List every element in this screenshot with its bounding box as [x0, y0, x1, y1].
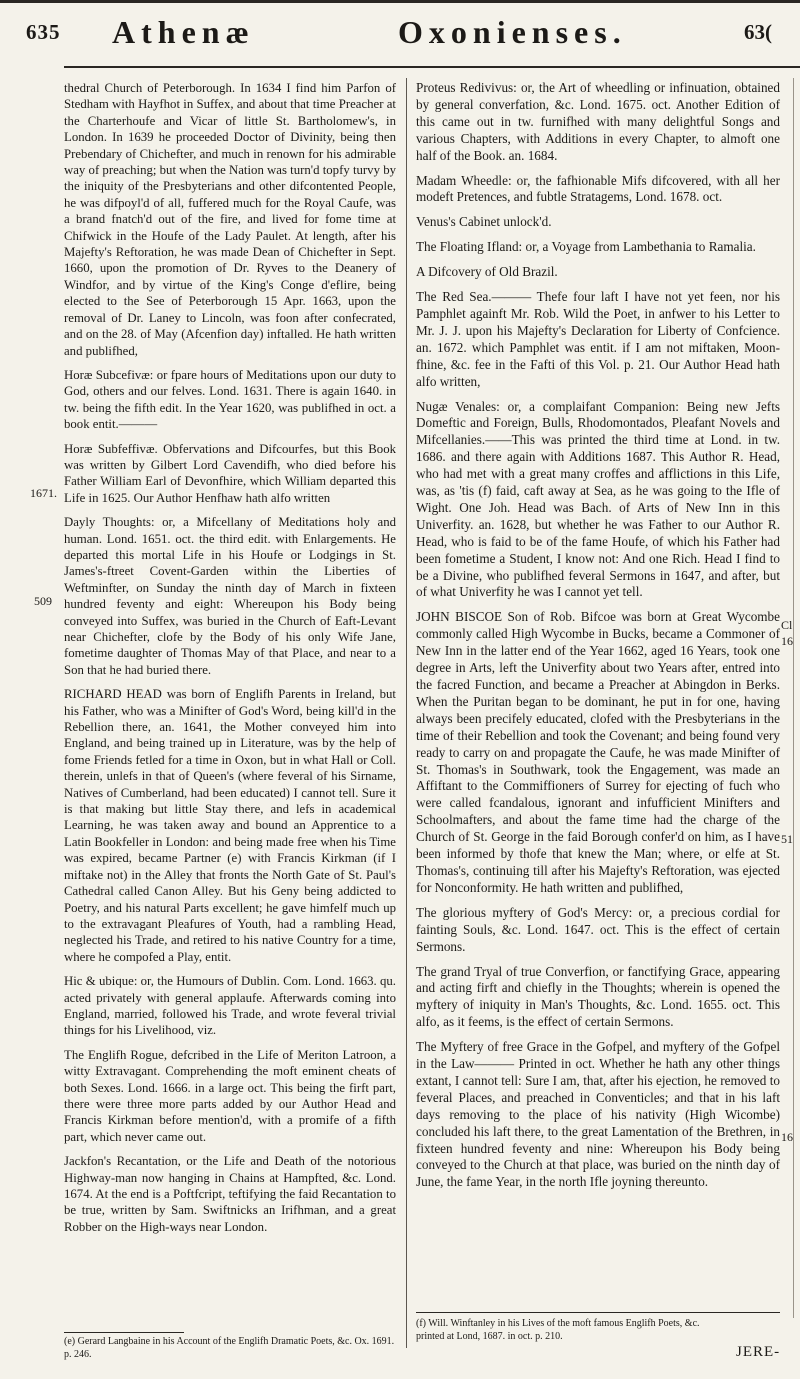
- left-column: [64, 80, 396, 1243]
- entry-floating-island: The Floating Ifland: or, a Voyage from Lambethania to Ramalia.: [416, 239, 756, 255]
- paragraph-richard-head: RICHARD HEAD was born of Englifh Parents in Ireland, but his Father, who was a Minifter of God's Word, being kill'd in the Rebellion there, an. 1641, the Mother conveyed him into England, and being trained up in Literature, was by the help of fome Friends fetled for a time in Oxon, but in what Hall or Coll. therein, unlefs in that of Queen's (where feveral of his Sirname, Natives of Cumberland, had been educated) I cannot tell. Sure it is that making but little Stay there, and lefs in academical Learning, he was taken away and bound an Apprentice to a Latin Bookfeller in London: and being made free when his Time was expired, became Partner (e) with Francis Kirkman (if I miftake not) in the Alley that fronts the North Gate of St. Paul's Cathedral called Canon Alley. But his Geny being addicted to Poetry, and his natural Parts excellent; he gave himfelf much up to the extravagant Pleafures of Youth, had a rambling Head, neglected his Trade, and retired to his native Country for a time, where he compofed a Play, entit.: [64, 687, 396, 964]
- margin-note-year: 1671.: [30, 486, 57, 500]
- entry-venus-cabinet: Venus's Cabinet unlock'd.: [416, 214, 552, 230]
- footnote-rule-left: [64, 1332, 184, 1333]
- entry-glorious-mystery: The glorious myftery of God's Mercy: or, a precious cordial for fainting Souls, &c. Lond. 1647. oct. This is the effect of certain Sermons.: [416, 904, 780, 954]
- footnote-rule-right: [416, 1312, 780, 1313]
- entry-proteus-redivivus: Proteus Redivivus: or, the Art of wheedling or infinuation, obtained by general converfation, &c. Lond. 1675. oct. Another Edition of this came out in tw. furnifhed with many delightful Songs and various Chapters, with Additions in every Chapter, to almoft one half of the Book. an. 1684.: [416, 80, 780, 163]
- right-column: [416, 80, 780, 1199]
- margin-note-right-cl: Cl: [781, 618, 793, 632]
- footnote-left: (e) Gerard Langbaine in his Account of the Englifh Dramatic Poets, &c. Ox. 1691. p. 246.: [64, 1336, 395, 1360]
- margin-note-number: 509: [34, 594, 52, 608]
- header-rule: [64, 66, 800, 68]
- entry-madam-wheedle: Madam Wheedle: or, the fafhionable Mifs difcovered, with all her modeft Pretences, and fubtle Stratagems, Lond. 1678. oct.: [416, 172, 780, 205]
- running-title-left: Athenæ: [112, 14, 255, 50]
- entry-horae-subcesivae: Horæ Subcefivæ: or fpare hours of Meditations upon our duty to God, others and our felves. Lond. 1631. There is again 1640. in tw. being the fifth edit. In the Year 1620, was publifhed in oct. a book entit.———: [64, 367, 396, 432]
- page-number-right: 63(: [744, 20, 772, 44]
- margin-note-right-51: 51: [781, 832, 793, 846]
- entry-hic-et-ubique: Hic & ubique: or, the Humours of Dublin. Com. Lond. 1663. qu. acted privately with general applaufe. Afterwards coming into England, married, followed his Trade, and wrote feveral trivial things for his Livelihood, viz.: [64, 974, 396, 1038]
- entry-red-sea: The Red Sea.——— Thefe four laft I have not yet feen, nor his Pamphlet againft Mr. Rob. Wild the Poet, in anfwer to his Letter to Mr. J. J. upon his Majefty's Declaration for Liberty of Confcience. an. 1672. which Pamphlet was entit. if I am not miftaken, Moon-fhine, &c. fee in the Fafti of this Vol. p. 21. Our Author Head hath alfo written,: [416, 289, 780, 389]
- entry-horae-subsessivae: Horæ Subfeffivæ. Obfervations and Difcourfes, but this Book was written by Gilbert Lord Cavendifh, who died before his Father William Earl of Devonfhire, which William departed this Life in 1625. Our Author Henfhaw hath alfo written: [64, 441, 396, 505]
- running-title-right: Oxonienses.: [398, 14, 627, 50]
- page-number-left: 635: [26, 20, 61, 44]
- margin-note-right-16b: 16: [781, 1130, 793, 1144]
- paragraph-henshaw-bio: thedral Church of Peterborough. In 1634 I find him Parfon of Stedham with Hayfhot in Suffex, and about that time Preacher at the Charterhoufe and Vicar of little St. Bartholomew's, in London. In 1639 he proceeded Doctor of Divinity, being then Prebendary of Chichefter, and much in renown for his admirable way of preaching; but when the Nation was turn'd topfy turvy by the iniquity of the Presbyterians and other difcontented People, he was difpoyl'd of all, fuffered much for the Royal Caufe, was a brand fnatch'd out of the fire, and lived for fome time at Chifwick in the Houfe of the Lady Paulet. At length, after his Majefty's Reftoration, he was made Dean of Chichefter in Sept. 1660, upon the promotion of Dr. Ryves to the Deanery of Windfor, and by virtue of the King's Conge d'eflire, being elected to the See of Peterborough 15 Apr. 1663, upon the removal of Dr. Laney to Lincoln, was foon after confecrated, and on the 28. of May (Afcenfion day) inftalled. He hath written and publifhed,: [64, 81, 396, 358]
- entry-dayly-thoughts: Dayly Thoughts: or, a Mifcellany of Meditations holy and human. Lond. 1651. oct. the third edit. with Enlargements. He departed this mortal Life in his Houfe or Lodgings in St. James's-ftreet Covent-Garden within the Liberties of Weftminfter, on Sunday the ninth day of March in fixteen hundred feventy and eight: Whereupon his Body being conveyed into Suffex, was buried in the Church of Eaft-Levant near Chichefter, clofe by the Body of his only Wife Jane, fometime daughter of Thomas May of that Place, and near to a Son that he had buried there.: [64, 515, 396, 677]
- column-divider: [406, 78, 407, 1348]
- entry-jacksons-recantation: Jackfon's Recantation, or the Life and Death of the notorious Highway-man now hanging in Chains at Hampfted, &c. Lond. 1674. At the end is a Poftfcript, teftifying the faid Recantation to be true, written by Sam. Swiftnicks an Irifhman, and a great Robber on the High-ways near London.: [64, 1154, 396, 1234]
- page-edge-rule: [793, 78, 794, 1318]
- entry-english-rogue: The Englifh Rogue, defcribed in the Life of Meriton Latroon, a witty Extravagant. Comprehending the moft eminent cheats of both Sexes. Lond. 1666. in a large oct. This being the firft part, there were three more parts added by our Author Head and Francis Kirkman before mention'd, with a promife of a fifth part, which never came out.: [64, 1047, 396, 1144]
- entry-old-brazil: A Difcovery of Old Brazil.: [416, 264, 558, 280]
- paragraph-john-biscoe: JOHN BISCOE Son of Rob. Bifcoe was born at Great Wycombe commonly called High Wycombe in Bucks, became a Commoner of New Inn in the latter end of the Year 1662, aged 16 Years, took one degree in Arts, left the Univerfity about two Years after, entred into the facred Function, and became a Preacher at Abingdon in Berks. When the Puritan began to be dominant, he put in for one, having always been precifely educated, clofed with the Presbyterians in the time of their Rebellion and took the Covenant; and being found very ready to carry on and propagate the Caufe, he was made Minifter of St. Thomas's in Southwark, took the Engagement, was made an Affiftant to the Commiffioners of Surrey for ejecting of fuch who were called fcandalous, ignorant and infufficient Minifters and Schoolmafters, and about the fame time had the charge of the Church of St. George in the faid Borough confer'd on him, as I have been informed by thofe that knew the Man; where, or elfe at St. Thomas's, continuing till after his Majefty's Reftoration, was ejected for Nonconformity. He hath written and publifhed,: [416, 609, 780, 895]
- entry-grand-tryal: The grand Tryal of true Converfion, or fanctifying Grace, appearing and acting firft and chiefly in the Thoughts; wherein is opened the myftery of iniquity in Man's Thoughts, &c. Lond. 1655. oct. This alfo, as it feems, is the effect of certain Sermons.: [416, 963, 780, 1030]
- entry-nugae-venales: Nugæ Venales: or, a complaifant Companion: Being new Jefts Domeftic and Foreign, Bulls, Rhodomontados, Pleafant Novels and Mifcellanies.——This was printed the third time at Lond. in tw. 1686. and there again with Additions 1687. This Author R. Head, who had met with a great many croffes and afflictions in this Life, was, as 'tis (f) faid, caft away at Sea, as he was going to the Ifle of Wight. One Joh. Head was Bach. of Arts of New Inn in this Univerfity. an. 1628, but whether he was Father to our Author R. Head, who is faid to be of the fame Houfe, of which his Father had been fometime a Student, I know not: And one Rich. Head I find to be a Divine, who publifhed feveral Sermons in 1647, and after, but of what Univerfity he was I cannot yet tell.: [416, 398, 780, 600]
- catchword: JERE-: [736, 1344, 781, 1360]
- entry-mystery-free-grace: The Myftery of free Grace in the Gofpel, and myftery of the Gofpel in the Law——— Printed in oct. Whether he hath any other things extant, I cannot tell: Sure I am, that, after his ejection, he removed to feveral Places, and preached in Conventicles; and that in his laft days removing to the place of his nativity (High Wicombe) concluded his laft there, to the great Lamentation of the Brethren, in fixteen hundred feventy and nine: Whereupon his Body being conveyed to the Church at that place, was buried on the ninth day of June, the fame Year, in the north Ifle joyning thereunto.: [416, 1039, 780, 1190]
- margin-note-right-16a: 16: [781, 634, 793, 648]
- footnote-right: (f) Will. Winftanley in his Lives of the moft famous Englifh Poets, &c. printed at Lond, 1687. in oct. p. 210.: [416, 1318, 700, 1342]
- running-header: [0, 0, 800, 64]
